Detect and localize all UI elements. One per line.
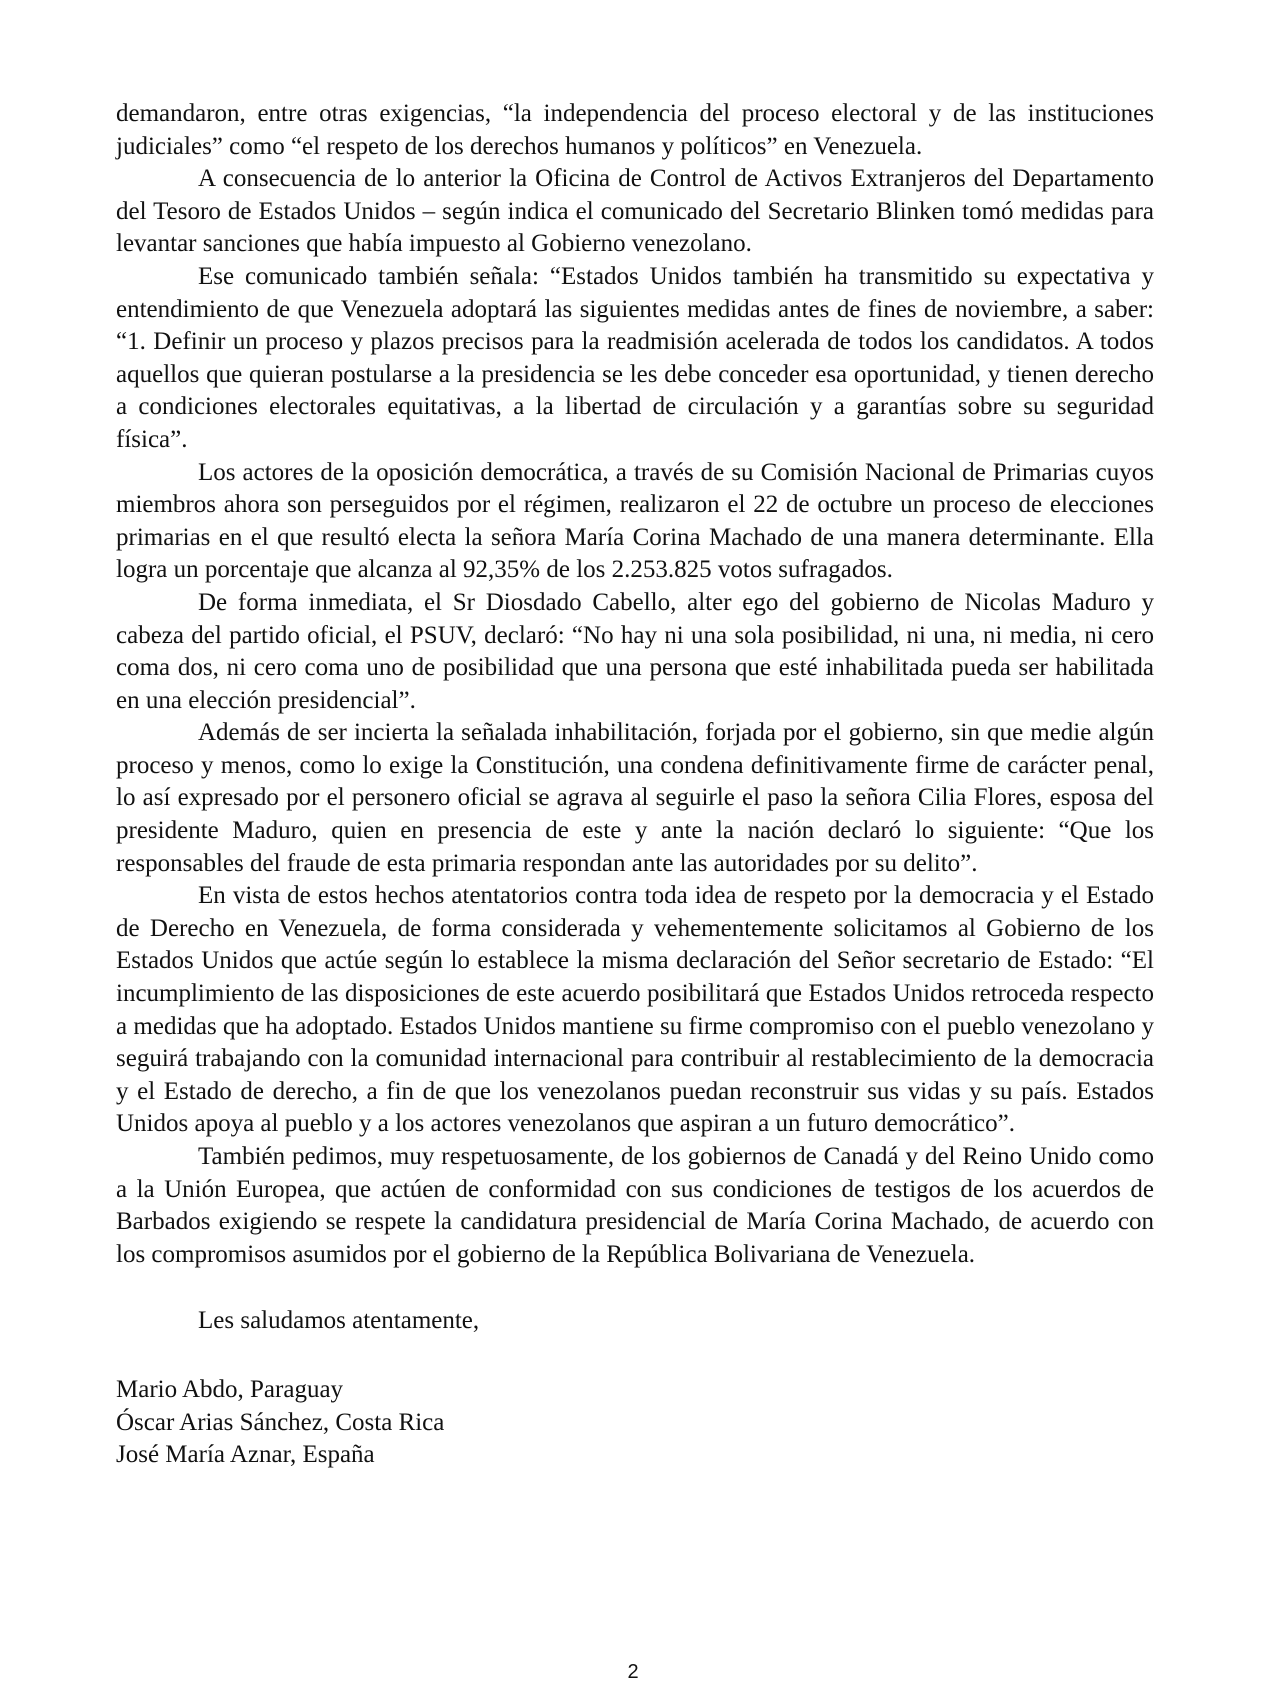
page-number: 2 <box>627 1661 639 1683</box>
paragraph-8: También pedimos, muy respetuosamente, de los gobiernos de Canadá y del Reino Unido como a la Unión Europea, que actúen de conformidad con sus condiciones de testigos de los acuerdos de Barbados exigiendo se respete la candidatura presidencial de María Corina Machado, de acuerdo con los compromisos asumidos por el gobierno de la República Bolivariana de Venezuela. <box>116 1143 1154 1268</box>
paragraph-4: Los actores de la oposición democrática, a través de su Comisión Nacional de Primarias cuyos miembros ahora son perseguidos por el régimen, realizaron el 22 de octubre un proceso de elecciones primarias en el que resultó electa la señora María Corina Machado de una manera determinante. Ella logra un porcentaje que alcanza al 92,35% de los 2.253.825 votos sufragados. <box>116 458 1154 584</box>
closing-salutation: Les saludamos atentamente, <box>198 1307 480 1335</box>
paragraph-5: De forma inmediata, el Sr Diosdado Cabello, alter ego del gobierno de Nicolas Maduro y cabeza del partido oficial, el PSUV, declaró: “No hay ni una sola posibilidad, ni una, ni media, ni cero coma dos, ni cero coma uno de posibilidad que una persona que esté inhabilitada pueda ser habilitada en una elección presidencial”. <box>116 588 1154 714</box>
signatory-2: Óscar Arias Sánchez, Costa Rica <box>116 1408 445 1436</box>
paragraph-6: Además de ser incierta la señalada inhabilitación, forjada por el gobierno, sin que medie algún proceso y menos, como lo exige la Constitución, una condena definitivamente firme de carácter penal, lo así expresado por el personero oficial se agrava al seguirle el paso la señora Cilia Flores, esposa del presidente Maduro, quien en presencia de este y ante la nación declaró lo siguiente: “Que los responsables del fraude de esta primaria respondan ante las autoridades por su delito”. <box>116 719 1154 877</box>
paragraph-2: A consecuencia de lo anterior la Oficina de Control de Activos Extranjeros del Departamento del Tesoro de Estados Unidos – según indica el comunicado del Secretario Blinken tomó medidas para levantar sanciones que había impuesto al Gobierno venezolano. <box>116 165 1154 258</box>
signatory-1: Mario Abdo, Paraguay <box>116 1375 344 1403</box>
paragraph-1: demandaron, entre otras exigencias, “la independencia del proceso electoral y de las instituciones judiciales” como “el respeto de los derechos humanos y políticos” en Venezuela. <box>116 100 1154 160</box>
signatory-list <box>116 1374 1154 1472</box>
paragraph-7: En vista de estos hechos atentatorios contra toda idea de respeto por la democracia y el Estado de Derecho en Venezuela, de forma considerada y vehementemente solicitamos al Gobierno de los Estados Unidos que actúe según lo establece la misma declaración del Señor secretario de Estado: “El incumplimiento de las disposiciones de este acuerdo posibilitará que Estados Unidos retroceda respecto a medidas que ha adoptado. Estados Unidos mantiene su firme compromiso con el pueblo venezolano y seguirá trabajando con la comunidad internacional para contribuir al restablecimiento de la democracia y el Estado de derecho, a fin de que los venezolanos puedan reconstruir sus vidas y su país. Estados Unidos apoya al pueblo y a los actores venezolanos que aspiran a un futuro democrático”. <box>116 882 1154 1138</box>
document-page <box>116 98 1154 1472</box>
paragraph-3: Ese comunicado también señala: “Estados Unidos también ha transmitido su expectativa y entendimiento de que Venezuela adoptará las siguientes medidas antes de fines de noviembre, a saber: “1. Definir un proceso y plazos precisos para la readmisión acelerada de todos los candidatos. A todos aquellos que quieran postularse a la presidencia se les debe conceder esa oportunidad, y tienen derecho a condiciones electorales equitativas, a la libertad de circulación y a garantías sobre su seguridad física”. <box>116 262 1154 453</box>
signatory-3: José María Aznar, España <box>116 1441 375 1469</box>
